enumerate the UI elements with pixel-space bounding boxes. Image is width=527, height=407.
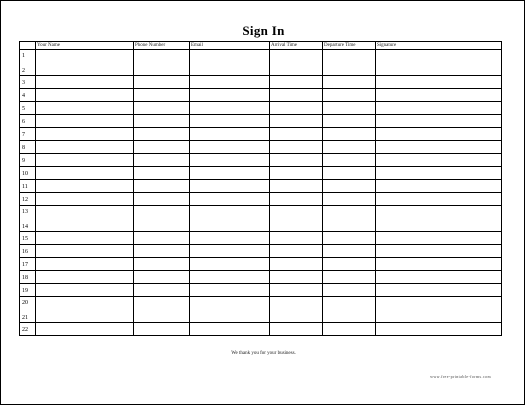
arrival-cell[interactable] [270,128,323,141]
signature-cell[interactable] [376,245,502,258]
email-cell[interactable] [190,232,270,245]
row-number-label: 1 [22,53,25,59]
departure-cell[interactable] [323,89,376,102]
phone-cell[interactable] [134,297,190,323]
row-number [20,50,36,76]
email-cell[interactable] [190,154,270,167]
row-number-label: 13 [22,209,28,215]
arrival-cell[interactable] [270,297,323,323]
table-row [20,167,502,180]
signature-cell[interactable] [376,284,502,297]
sign-in-table [19,41,502,336]
signature-cell[interactable] [376,193,502,206]
name-cell[interactable] [36,297,134,323]
name-cell[interactable] [36,180,134,193]
name-cell[interactable] [36,193,134,206]
column-header-email: Email [190,42,270,50]
row-number: 4 [20,89,36,102]
name-cell[interactable] [36,89,134,102]
departure-cell[interactable] [323,245,376,258]
arrival-cell[interactable] [270,89,323,102]
name-cell[interactable] [36,271,134,284]
arrival-cell[interactable] [270,50,323,76]
signature-cell[interactable] [376,89,502,102]
phone-cell[interactable] [134,284,190,297]
phone-cell[interactable] [134,167,190,180]
email-cell[interactable] [190,193,270,206]
row-number: 18 [20,271,36,284]
column-header-arrival: Arrival Time [270,42,323,50]
table-row [20,297,502,323]
email-cell[interactable] [190,206,270,232]
name-cell[interactable] [36,284,134,297]
departure-cell[interactable] [323,232,376,245]
name-cell[interactable] [36,102,134,115]
arrival-cell[interactable] [270,245,323,258]
row-number: 3 [20,76,36,89]
table-row [20,141,502,154]
email-cell[interactable] [190,76,270,89]
row-number: 17 [20,258,36,271]
departure-cell[interactable] [323,193,376,206]
arrival-cell[interactable] [270,284,323,297]
departure-cell[interactable] [323,128,376,141]
arrival-cell[interactable] [270,76,323,89]
arrival-cell[interactable] [270,193,323,206]
signature-cell[interactable] [376,154,502,167]
departure-cell[interactable] [323,323,376,336]
signature-cell[interactable] [376,297,502,323]
column-header-phone: Phone Number [134,42,190,50]
phone-cell[interactable] [134,102,190,115]
arrival-cell[interactable] [270,271,323,284]
email-cell[interactable] [190,297,270,323]
signature-cell[interactable] [376,50,502,76]
signature-cell[interactable] [376,271,502,284]
signature-cell[interactable] [376,258,502,271]
row-number: 7 [20,128,36,141]
name-cell[interactable] [36,115,134,128]
footer-message: We thank you for your business. [231,351,296,356]
arrival-cell[interactable] [270,115,323,128]
email-cell[interactable] [190,167,270,180]
signature-cell[interactable] [376,141,502,154]
email-cell[interactable] [190,141,270,154]
phone-cell[interactable] [134,115,190,128]
column-header-name: Your Name [36,42,134,50]
table-row [20,245,502,258]
row-number: 12 [20,193,36,206]
row-number [20,206,36,232]
credit-text: www.free-printable-forms.com [430,374,491,379]
row-number-label: 21 [22,315,28,321]
signature-cell[interactable] [376,115,502,128]
phone-cell[interactable] [134,76,190,89]
departure-cell[interactable] [323,180,376,193]
table-row [20,115,502,128]
signature-cell[interactable] [376,102,502,115]
name-cell[interactable] [36,206,134,232]
phone-cell[interactable] [134,89,190,102]
signature-cell[interactable] [376,180,502,193]
email-cell[interactable] [190,258,270,271]
table-row [20,323,502,336]
departure-cell[interactable] [323,102,376,115]
arrival-cell[interactable] [270,102,323,115]
departure-cell[interactable] [323,50,376,76]
name-cell[interactable] [36,128,134,141]
signature-cell[interactable] [376,232,502,245]
email-cell[interactable] [190,284,270,297]
name-cell[interactable] [36,141,134,154]
table-row [20,193,502,206]
phone-cell[interactable] [134,258,190,271]
email-cell[interactable] [190,180,270,193]
email-cell[interactable] [190,89,270,102]
name-cell[interactable] [36,323,134,336]
email-cell[interactable] [190,245,270,258]
email-cell[interactable] [190,50,270,76]
arrival-cell[interactable] [270,167,323,180]
name-cell[interactable] [36,232,134,245]
phone-cell[interactable] [134,206,190,232]
row-number: 10 [20,167,36,180]
signature-cell[interactable] [376,206,502,232]
row-number-label: 2 [22,68,25,74]
arrival-cell[interactable] [270,154,323,167]
column-header-departure: Departure Time [323,42,376,50]
arrival-cell[interactable] [270,141,323,154]
phone-cell[interactable] [134,141,190,154]
departure-cell[interactable] [323,271,376,284]
row-number-header [20,42,36,50]
row-number-label: 14 [22,224,28,230]
arrival-cell[interactable] [270,232,323,245]
signature-cell[interactable] [376,128,502,141]
departure-cell[interactable] [323,284,376,297]
table-row [20,102,502,115]
table-row [20,258,502,271]
row-number: 16 [20,245,36,258]
phone-cell[interactable] [134,128,190,141]
table-row [20,128,502,141]
departure-cell[interactable] [323,154,376,167]
table-row [20,50,502,76]
phone-cell[interactable] [134,154,190,167]
phone-cell[interactable] [134,232,190,245]
departure-cell[interactable] [323,167,376,180]
rows-body [20,50,502,336]
row-number: 19 [20,284,36,297]
departure-cell[interactable] [323,141,376,154]
arrival-cell[interactable] [270,323,323,336]
email-cell[interactable] [190,271,270,284]
departure-cell[interactable] [323,115,376,128]
departure-cell[interactable] [323,206,376,232]
email-cell[interactable] [190,323,270,336]
table-row [20,89,502,102]
signature-cell[interactable] [376,76,502,89]
departure-cell[interactable] [323,76,376,89]
row-number: 22 [20,323,36,336]
row-number: 11 [20,180,36,193]
column-header-signature: Signature [376,42,502,50]
table-row [20,232,502,245]
row-number: 8 [20,141,36,154]
phone-cell[interactable] [134,50,190,76]
phone-cell[interactable] [134,271,190,284]
table-row [20,154,502,167]
name-cell[interactable] [36,76,134,89]
table-row [20,76,502,89]
email-cell[interactable] [190,115,270,128]
email-cell[interactable] [190,102,270,115]
arrival-cell[interactable] [270,206,323,232]
table-row [20,271,502,284]
signature-cell[interactable] [376,323,502,336]
name-cell[interactable] [36,245,134,258]
row-number: 9 [20,154,36,167]
phone-cell[interactable] [134,193,190,206]
arrival-cell[interactable] [270,258,323,271]
phone-cell[interactable] [134,180,190,193]
table-row [20,206,502,232]
row-number: 15 [20,232,36,245]
signature-cell[interactable] [376,167,502,180]
table-row [20,284,502,297]
name-cell[interactable] [36,167,134,180]
phone-cell[interactable] [134,323,190,336]
row-number-label: 20 [22,300,28,306]
departure-cell[interactable] [323,297,376,323]
departure-cell[interactable] [323,258,376,271]
table-row [20,180,502,193]
email-cell[interactable] [190,128,270,141]
name-cell[interactable] [36,258,134,271]
row-number [20,297,36,323]
arrival-cell[interactable] [270,180,323,193]
phone-cell[interactable] [134,245,190,258]
row-number: 6 [20,115,36,128]
name-cell[interactable] [36,50,134,76]
row-number: 5 [20,102,36,115]
header-row [20,42,502,50]
form-title: Sign In [242,23,285,38]
name-cell[interactable] [36,154,134,167]
